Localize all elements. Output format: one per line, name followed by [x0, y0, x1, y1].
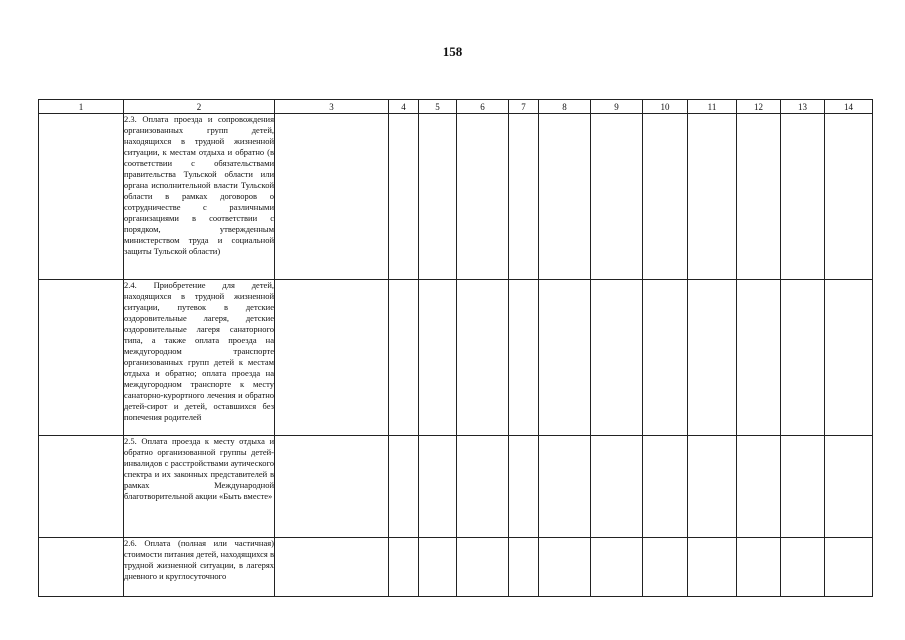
row-description: 2.3. Оплата проезда и сопровождения организованных групп детей, находящихся в трудной жизненной ситуации, к местам отдыха и обратно (в соответствии с обязательствами правительства Тульской области или органа исполнительной власти Тульской области в рамках договоров о сотрудничестве с различными организациями в соответствии с порядком, утвержденным министерством труда и социальной защиты Тульской области) [124, 114, 275, 280]
empty-cell [457, 436, 509, 538]
empty-cell [39, 114, 124, 280]
empty-cell [389, 538, 419, 597]
empty-cell [389, 280, 419, 436]
empty-cell [39, 280, 124, 436]
empty-cell [539, 280, 591, 436]
empty-cell [39, 436, 124, 538]
empty-cell [591, 436, 643, 538]
column-header: 14 [825, 100, 873, 114]
empty-cell [275, 280, 389, 436]
empty-cell [591, 114, 643, 280]
empty-cell [643, 538, 688, 597]
empty-cell [688, 114, 737, 280]
empty-cell [643, 280, 688, 436]
empty-cell [39, 538, 124, 597]
table-row [39, 436, 873, 538]
data-table [38, 99, 873, 597]
empty-cell [781, 538, 825, 597]
empty-cell [419, 436, 457, 538]
empty-cell [781, 280, 825, 436]
empty-cell [737, 280, 781, 436]
empty-cell [419, 114, 457, 280]
empty-cell [509, 436, 539, 538]
column-header: 12 [737, 100, 781, 114]
column-header: 4 [389, 100, 419, 114]
empty-cell [457, 538, 509, 597]
empty-cell [457, 114, 509, 280]
empty-cell [781, 114, 825, 280]
empty-cell [457, 280, 509, 436]
empty-cell [591, 280, 643, 436]
column-header: 3 [275, 100, 389, 114]
empty-cell [688, 538, 737, 597]
table-row [39, 280, 873, 436]
empty-cell [825, 114, 873, 280]
empty-cell [275, 114, 389, 280]
empty-cell [509, 114, 539, 280]
empty-cell [539, 538, 591, 597]
empty-cell [688, 280, 737, 436]
empty-cell [509, 538, 539, 597]
empty-cell [275, 436, 389, 538]
header-row [39, 100, 873, 114]
page-number: 158 [442, 44, 463, 59]
column-header: 6 [457, 100, 509, 114]
empty-cell [825, 280, 873, 436]
empty-cell [737, 436, 781, 538]
column-header: 13 [781, 100, 825, 114]
row-description: 2.4. Приобретение для детей, находящихся в трудной жизненной ситуации, путевок в детские оздоровительные лагеря, детские оздоровительные лагеря санаторного типа, а также оплата проезда на междугородном транспорте организованных групп детей к местам отдыха и обратно; оплата проезда на междугородном транспорте к месту санаторно-курортного лечения и обратно детей-сирот и детей, оставшихся без попечения родителей [124, 280, 275, 436]
column-header: 2 [124, 100, 275, 114]
table-row [39, 538, 873, 597]
column-header: 7 [509, 100, 539, 114]
empty-cell [825, 436, 873, 538]
row-description: 2.5. Оплата проезда к месту отдыха и обратно организованной группы детей- инвалидов с расстройствами аутического спектра и их законных представителей в рамках Международной благотворительной акции «Быть вместе» [124, 436, 275, 538]
empty-cell [389, 114, 419, 280]
empty-cell [275, 538, 389, 597]
column-header: 9 [591, 100, 643, 114]
column-header: 1 [39, 100, 124, 114]
empty-cell [781, 436, 825, 538]
empty-cell [539, 114, 591, 280]
column-header: 8 [539, 100, 591, 114]
empty-cell [389, 436, 419, 538]
empty-cell [419, 280, 457, 436]
row-description: 2.6. Оплата (полная или частичная) стоимости питания детей, находящихся в трудной жизненной ситуации, в лагерях дневного и круглосуточного [124, 538, 275, 597]
empty-cell [737, 538, 781, 597]
empty-cell [643, 436, 688, 538]
empty-cell [688, 436, 737, 538]
empty-cell [419, 538, 457, 597]
empty-cell [591, 538, 643, 597]
empty-cell [539, 436, 591, 538]
column-header: 10 [643, 100, 688, 114]
column-header: 5 [419, 100, 457, 114]
table-row [39, 114, 873, 280]
empty-cell [643, 114, 688, 280]
empty-cell [509, 280, 539, 436]
column-header: 11 [688, 100, 737, 114]
empty-cell [825, 538, 873, 597]
empty-cell [737, 114, 781, 280]
